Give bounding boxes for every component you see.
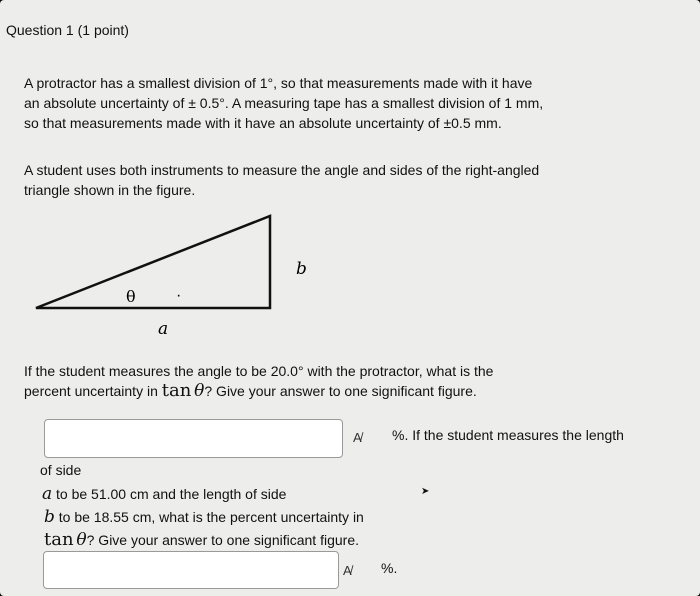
label-b: b	[296, 259, 307, 279]
intro-line-1: A protractor has a smallest division of 1°, so that measurements made with it have	[24, 75, 533, 91]
question-points: (1 point)	[77, 22, 129, 38]
answer2-unit-text: %.	[381, 560, 398, 576]
part1-question	[24, 361, 664, 401]
question-title: Question 1	[6, 22, 74, 38]
label-angle-dot: ·	[176, 287, 182, 304]
intro-line-3: so that measurements made with it have an absolute uncertainty of ±0.5 mm.	[24, 115, 502, 131]
answer-input-1[interactable]	[44, 419, 343, 458]
theta-symbol-2: θ	[76, 530, 87, 550]
answer-input-2[interactable]	[43, 551, 339, 589]
theta-symbol: θ	[194, 381, 205, 401]
setup-line-2: triangle shown in the figure.	[24, 182, 196, 198]
label-a: a	[158, 319, 169, 339]
part2-line-b: b to be 18.55 cm, what is the percent uncertainty in	[44, 507, 364, 527]
intro-line-2: an absolute uncertainty of ± 0.5°. A measuring tape has a smallest division of 1 mm,	[24, 95, 544, 111]
part2-line-a: a to be 51.00 cm and the length of side	[42, 484, 287, 504]
question-header	[6, 22, 129, 38]
part1-line-1: If the student measures the angle to be 20.0° with the protractor, what is the	[24, 363, 494, 379]
setup-paragraph	[24, 160, 674, 200]
intro-paragraph	[24, 73, 684, 133]
tan-function: tan	[161, 380, 192, 401]
tan-function-2: tan	[44, 529, 74, 550]
spellcheck-icon-2[interactable]: A̸	[343, 563, 352, 578]
label-theta: θ	[126, 287, 136, 306]
setup-line-1: A student uses both instruments to measure the angle and sides of the right-angled	[24, 162, 540, 178]
mouse-cursor-icon: ➤	[421, 486, 430, 497]
triangle-figure	[30, 212, 350, 342]
answer1-unit-text: %. If the student measures the length	[392, 427, 624, 443]
right-triangle	[36, 216, 270, 308]
spellcheck-icon[interactable]: A̸	[353, 430, 362, 445]
part2-line-tan: tan θ? Give your answer to one significant figure.	[44, 529, 359, 550]
part1-line-2: percent uncertainty in tan θ? Give your answer to one significant figure.	[24, 380, 477, 401]
var-a: a	[42, 484, 53, 504]
part2-of-side: of side	[40, 462, 82, 478]
var-b: b	[44, 507, 55, 527]
